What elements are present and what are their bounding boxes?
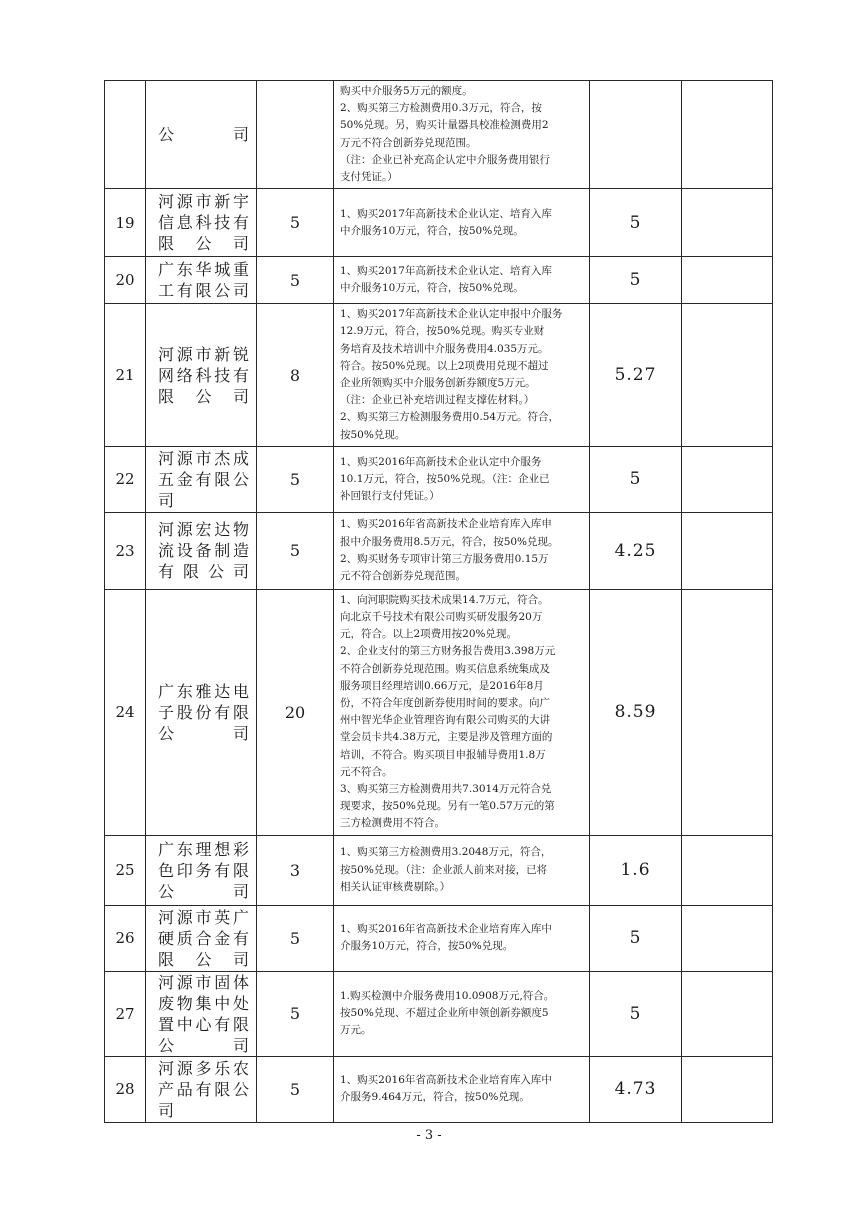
review-note-cell xyxy=(334,835,590,905)
review-note-cell xyxy=(334,446,590,512)
company-name-line: 河源市固体 xyxy=(158,972,250,992)
company-name-line: 河源市杰成 xyxy=(158,448,250,468)
voucher-amount-cell: 5 xyxy=(257,446,334,512)
review-note-line: 2、购买第三方检测费用0.3万元，符合，按 xyxy=(340,102,542,115)
review-note-line: 2、购买第三方检测服务费用0.54万元。符合， xyxy=(340,411,560,424)
review-note-line: 向北京千号技术有限公司购买研发服务20万 xyxy=(340,611,543,624)
redeemed-value-cell: 4.73 xyxy=(590,1056,682,1122)
remarks-cell xyxy=(682,257,773,304)
remarks-cell xyxy=(682,971,773,1056)
review-note-line: 中介服务10万元，符合，按50%兑现。 xyxy=(340,282,524,295)
company-name-line: 公司 xyxy=(158,1035,250,1055)
review-note-line: 元不符合。 xyxy=(340,765,393,778)
redeemed-value-cell: 5 xyxy=(590,446,682,512)
review-note-line: 1、购买2016年省高新技术企业培育库入库申 xyxy=(340,518,552,531)
remarks-cell xyxy=(682,1056,773,1122)
review-note-line: 购买中介服务5万元的额度。 xyxy=(340,85,473,97)
table-row xyxy=(105,189,773,257)
document-table xyxy=(104,80,773,1123)
table-row xyxy=(105,304,773,447)
review-note-line: 1、向河职院购买技术成果14.7万元，符合。 xyxy=(340,593,549,606)
company-name-line: 公司 xyxy=(158,125,250,145)
company-name-line: 有限公司 xyxy=(158,562,250,582)
review-note-line: 2、企业支付的第三方财务报告费用3.398万元 xyxy=(340,645,556,658)
review-note-line: 元不符合创新券兑现范围。 xyxy=(340,570,466,583)
company-name-line: 广东雅达电 xyxy=(158,681,250,701)
review-note-line: 元，符合。以上2项费用按20%兑现。 xyxy=(340,628,518,641)
review-note-line: 州中智光华企业管理咨询有限公司购买的大讲 xyxy=(340,714,550,727)
company-name-cell xyxy=(146,446,257,512)
review-note-cell xyxy=(334,304,590,447)
row-number-cell: 26 xyxy=(105,905,146,971)
company-name-line: 硬质合金有 xyxy=(158,928,250,948)
row-number-cell: 25 xyxy=(105,835,146,905)
review-note-cell xyxy=(334,971,590,1056)
company-name-line: 置中心有限 xyxy=(158,1014,250,1034)
review-note-line: 1、购买2017年高新技术企业认定、培育入库 xyxy=(340,265,552,278)
company-name-cell xyxy=(146,589,257,835)
redeemed-value-cell: 5 xyxy=(590,971,682,1056)
review-note-line: 12.9万元，符合，按50%兑现。购买专业财 xyxy=(340,325,545,338)
review-note-line: 万元。 xyxy=(340,1024,372,1037)
company-name-cell xyxy=(146,835,257,905)
company-name-line: 产品有限公 xyxy=(158,1079,250,1099)
row-number-cell: 28 xyxy=(105,1056,146,1122)
table-row xyxy=(105,1056,773,1122)
table-row xyxy=(105,905,773,971)
review-note-line: 务培育及技术培训中介服务费用4.035万元。 xyxy=(340,342,549,355)
voucher-amount-cell: 5 xyxy=(257,512,334,589)
redeemed-value-cell: 1.6 xyxy=(590,835,682,905)
company-name-line: 河源多乐农 xyxy=(158,1058,250,1078)
table-row xyxy=(105,257,773,304)
remarks-cell xyxy=(682,304,773,447)
review-note-cell xyxy=(334,512,590,589)
redeemed-value-cell: 8.59 xyxy=(590,589,682,835)
company-name-cell xyxy=(146,905,257,971)
company-name-cell xyxy=(146,304,257,447)
review-note-line: 符合。按50%兑现。以上2项费用兑现不超过 xyxy=(340,359,549,372)
voucher-amount-cell: 5 xyxy=(257,905,334,971)
review-note-line: 介服务9.464万元，符合，按50%兑现。 xyxy=(340,1091,530,1104)
row-number-cell: 21 xyxy=(105,304,146,447)
table-row xyxy=(105,446,773,512)
row-number-cell: 20 xyxy=(105,257,146,304)
review-note-line: 不符合创新券兑现范围。购买信息系统集成及 xyxy=(340,662,550,675)
page-number: - 3 - xyxy=(416,1128,442,1143)
review-note-line: 企业所领购买中介服务创新券额度5万元。 xyxy=(340,377,536,390)
review-note-line: 份，不符合年度创新券使用时间的要求。向广 xyxy=(340,697,550,710)
company-name-line: 限公司 xyxy=(158,949,250,969)
table-body xyxy=(105,81,773,1123)
voucher-amount-cell: 5 xyxy=(257,189,334,257)
voucher-amount-cell: 20 xyxy=(257,589,334,835)
company-name-line: 限公司 xyxy=(158,386,250,406)
review-note-line: 1、购买第三方检测费用3.2048万元，符合， xyxy=(340,846,552,859)
review-note-line: 现要求，按50%兑现。另有一笔0.57万元的第 xyxy=(340,800,555,813)
review-note-line: 三方检测费用不符合。 xyxy=(340,817,445,830)
review-note-line: 1、购买2016年省高新技术企业培育库入库中 xyxy=(340,922,552,935)
voucher-amount-cell: 3 xyxy=(257,835,334,905)
remarks-cell xyxy=(682,835,773,905)
review-note-line: 1.购买检测中介服务费用10.0908万元,符合。 xyxy=(340,989,555,1002)
company-name-line: 网络科技有 xyxy=(158,365,250,385)
company-name-cell xyxy=(146,257,257,304)
review-note-line: 介服务10万元，符合，按50%兑现。 xyxy=(340,940,514,953)
review-note-line: 1、购买2017年高新技术企业认定申报中介服务 xyxy=(340,308,563,321)
table-row xyxy=(105,512,773,589)
review-note-line: （注：企业已补充培训过程支撑佐材料。） xyxy=(340,394,535,407)
review-note-line: 2、购买财务专项审计第三方服务费用0.15万 xyxy=(340,552,549,565)
row-number-cell: 22 xyxy=(105,446,146,512)
row-number-cell: 19 xyxy=(105,189,146,257)
redeemed-value-cell: 5 xyxy=(590,905,682,971)
company-name-line: 流设备制造 xyxy=(158,541,250,561)
company-name-line: 废物集中处 xyxy=(158,993,250,1013)
company-name-line: 河源宏达物 xyxy=(158,520,250,540)
company-name-line: 公司 xyxy=(158,881,250,901)
review-note-line: 按50%兑现。（注：企业派人前来对接，已将 xyxy=(340,863,548,876)
review-note-line: 堂会员卡共4.38万元，主要是涉及管理方面的 xyxy=(340,731,553,744)
company-name-line: 广东理想彩 xyxy=(158,839,250,859)
redeemed-value-cell: 5 xyxy=(590,257,682,304)
voucher-amount-cell: 5 xyxy=(257,971,334,1056)
company-name-line: 信息科技有 xyxy=(158,213,250,233)
company-name-line: 子股份有限 xyxy=(158,702,250,722)
voucher-amount-cell: 5 xyxy=(257,257,334,304)
company-name-cell xyxy=(146,81,257,189)
review-note-line: 万元不符合创新券兑现范围。 xyxy=(340,136,477,149)
row-number-cell: 24 xyxy=(105,589,146,835)
review-note-line: 服务项目经理培训0.66万元，是2016年8月 xyxy=(340,679,544,692)
review-note-line: 3、购买第三方检测费用共7.3014万元符合兑 xyxy=(340,783,552,796)
review-note-line: 10.1万元，符合，按50%兑现。（注：企业已 xyxy=(340,472,550,485)
redeemed-value-cell: 5.27 xyxy=(590,304,682,447)
remarks-cell xyxy=(682,589,773,835)
review-note-line: 报中介服务费用8.5万元，符合，按50%兑现。 xyxy=(340,535,559,548)
table-row xyxy=(105,835,773,905)
review-note-line: 1、购买2016年高新技术企业认定中介服务 xyxy=(340,455,542,468)
review-note-line: 1、购买2017年高新技术企业认定、培育入库 xyxy=(340,207,552,220)
review-note-cell xyxy=(334,257,590,304)
review-note-line: 补回银行支付凭证。） xyxy=(340,489,440,502)
company-name-line: 河源市新宇 xyxy=(158,192,250,212)
review-note-line: （注：企业已补充高企认定中介服务费用银行 xyxy=(340,153,550,166)
review-note-cell xyxy=(334,189,590,257)
company-name-line: 河源市新锐 xyxy=(158,344,250,364)
review-note-cell xyxy=(334,905,590,971)
company-name-line: 司 xyxy=(158,1100,176,1120)
company-name-line: 色印务有限 xyxy=(158,860,250,880)
review-note-cell xyxy=(334,589,590,835)
remarks-cell xyxy=(682,189,773,257)
review-note-line: 中介服务10万元，符合，按50%兑现。 xyxy=(340,224,524,237)
company-name-line: 司 xyxy=(158,490,176,510)
table-row xyxy=(105,589,773,835)
review-note-cell xyxy=(334,1056,590,1122)
company-name-line: 工有限公司 xyxy=(158,281,250,301)
redeemed-value-cell: 5 xyxy=(590,189,682,257)
company-name-line: 限公司 xyxy=(158,234,250,254)
remarks-cell xyxy=(682,81,773,189)
redeemed-value-cell: 4.25 xyxy=(590,512,682,589)
review-note-line: 培训，不符合。购买项目申报辅导费用1.8万 xyxy=(340,748,546,761)
row-number-cell: 27 xyxy=(105,971,146,1056)
voucher-amount-cell: 5 xyxy=(257,1056,334,1122)
redeemed-value-cell xyxy=(590,81,682,189)
remarks-cell xyxy=(682,905,773,971)
remarks-cell xyxy=(682,446,773,512)
review-note-line: 50%兑现。另，购买计量器具校准检测费用2 xyxy=(340,119,549,132)
voucher-amount-cell: 8 xyxy=(257,304,334,447)
review-note-cell xyxy=(334,81,590,189)
company-name-cell xyxy=(146,189,257,257)
company-name-line: 公司 xyxy=(158,723,250,743)
company-name-cell xyxy=(146,971,257,1056)
company-name-line: 五金有限公 xyxy=(158,469,250,489)
row-number-cell: 23 xyxy=(105,512,146,589)
review-note-line: 相关认证审核费剔除。） xyxy=(340,880,451,893)
company-name-cell xyxy=(146,512,257,589)
review-note-line: 支付凭证。） xyxy=(340,171,398,184)
review-note-line: 按50%兑现、不超过企业所申领创新券额度5 xyxy=(340,1007,549,1020)
table-row xyxy=(105,81,773,189)
table-row xyxy=(105,971,773,1056)
company-name-line: 河源市英广 xyxy=(158,907,250,927)
company-name-line: 广东华城重 xyxy=(158,260,250,280)
voucher-amount-cell xyxy=(257,81,334,189)
review-note-line: 按50%兑现。 xyxy=(340,428,406,441)
review-note-line: 1、购买2016年省高新技术企业培育库入库中 xyxy=(340,1073,552,1086)
remarks-cell xyxy=(682,512,773,589)
company-name-cell xyxy=(146,1056,257,1122)
row-number-cell xyxy=(105,81,146,189)
